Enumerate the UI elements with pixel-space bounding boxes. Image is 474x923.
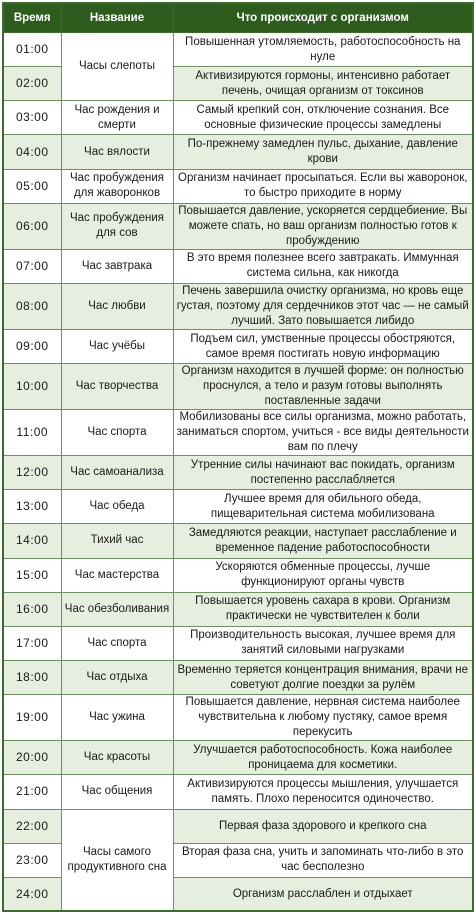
- name-cell: Час общения: [61, 775, 173, 809]
- name-cell: Часы самого продуктивного сна: [61, 809, 173, 911]
- description-cell: Повышается давление, нервная система наиболее чувствительна к любому пустяку, самое время перекусить: [173, 695, 473, 741]
- name-cell: Час ужина: [61, 695, 173, 741]
- name-cell: Час пробуждения для жаворонков: [61, 169, 173, 203]
- description-cell: Утренние силы начинают вас покидать, организм постепенно расслабляется: [173, 456, 473, 490]
- time-cell: 11:00: [3, 410, 61, 456]
- time-cell: 02:00: [3, 67, 61, 101]
- description-cell: Мобилизованы все силы организма, можно работать, заниматься спортом, учиться - все виды деятельности вам по плечу: [173, 410, 473, 456]
- table-row: [3, 490, 473, 524]
- time-cell: 13:00: [3, 490, 61, 524]
- time-cell: 03:00: [3, 101, 61, 135]
- description-cell: В это время полезнее всего завтракать. Иммунная система сильна, как никогда: [173, 249, 473, 283]
- description-cell: Активизируются процессы мышления, улучшается память. Плохо переносится одиночество.: [173, 775, 473, 809]
- name-cell: Час вялости: [61, 135, 173, 169]
- table-body: [3, 33, 473, 912]
- table-row: [3, 101, 473, 135]
- time-cell: 06:00: [3, 203, 61, 249]
- description-cell: Организм начинает просыпаться. Если вы жаворонок, то быстро приходите в норму: [173, 169, 473, 203]
- name-cell: Час любви: [61, 283, 173, 329]
- table-row: [3, 524, 473, 558]
- description-cell: Повышается давление, ускоряется сердцебиение. Вы можете спать, но ваш организм полностью готов к пробуждению: [173, 203, 473, 249]
- time-cell: 12:00: [3, 456, 61, 490]
- time-cell: 22:00: [3, 809, 61, 843]
- time-cell: 10:00: [3, 364, 61, 410]
- table-row: [3, 249, 473, 283]
- table-row: [3, 592, 473, 626]
- table-container: [2, 2, 474, 912]
- time-cell: 14:00: [3, 524, 61, 558]
- name-cell: Час красоты: [61, 741, 173, 775]
- description-cell: Замедляются реакции, наступает расслабление и временное падение работоспособности: [173, 524, 473, 558]
- time-cell: 21:00: [3, 775, 61, 809]
- time-cell: 18:00: [3, 661, 61, 695]
- description-cell: Повышенная утомляемость, работоспособность на нуле: [173, 33, 473, 67]
- name-cell: Час рождения и смерти: [61, 101, 173, 135]
- description-cell: По-прежнему замедлен пульс, дыхание, давление крови: [173, 135, 473, 169]
- time-cell: 15:00: [3, 558, 61, 592]
- table-row: [3, 135, 473, 169]
- name-cell: Часы слепоты: [61, 33, 173, 101]
- description-cell: Ускоряются обменные процессы, лучше функционируют органы чувств: [173, 558, 473, 592]
- name-cell: Тихий час: [61, 524, 173, 558]
- description-cell: Производительность высокая, лучшее время для занятий силовыми нагрузками: [173, 626, 473, 660]
- time-cell: 07:00: [3, 249, 61, 283]
- name-cell: Час творчества: [61, 364, 173, 410]
- description-cell: Временно теряется концентрация внимания, врачи не советуют долгие поездки за рулём: [173, 661, 473, 695]
- name-cell: Час завтрака: [61, 249, 173, 283]
- header-description: Что происходит с организмом: [173, 3, 473, 33]
- table-row: [3, 410, 473, 456]
- description-cell: Активизируются гормоны, интенсивно работает печень, очищая организм от токсинов: [173, 67, 473, 101]
- description-cell: Самый крепкий сон, отключение сознания. Все основные физические процессы замедлены: [173, 101, 473, 135]
- header-time: Время: [3, 3, 61, 33]
- time-cell: 04:00: [3, 135, 61, 169]
- name-cell: Час спорта: [61, 626, 173, 660]
- table-row: [3, 775, 473, 809]
- table-row: [3, 456, 473, 490]
- description-cell: Повышается уровень сахара в крови. Организм практически не чувствителен к боли: [173, 592, 473, 626]
- description-cell: Печень завершила очистку организма, но кровь еще густая, поэтому для сердечников этот час — не самый лучший. Зато повышается либидо: [173, 283, 473, 329]
- table-row: [3, 661, 473, 695]
- name-cell: Час мастерства: [61, 558, 173, 592]
- description-cell: Организм расслаблен и отдыхает: [173, 877, 473, 911]
- name-cell: Час пробуждения для сов: [61, 203, 173, 249]
- name-cell: Час учёбы: [61, 329, 173, 363]
- name-cell: Час обезболивания: [61, 592, 173, 626]
- time-cell: 19:00: [3, 695, 61, 741]
- table-row: [3, 169, 473, 203]
- time-cell: 20:00: [3, 741, 61, 775]
- description-cell: Лучшее время для обильного обеда, пищеварительная система мобилизована: [173, 490, 473, 524]
- name-cell: Час самоанализа: [61, 456, 173, 490]
- body-clock-table: [2, 2, 474, 912]
- table-row: [3, 695, 473, 741]
- name-cell: Час отдыха: [61, 661, 173, 695]
- description-cell: Организм находится в лучшей форме: он полностью проснулся, а тело и разум готовы выполнять поставленные задачи: [173, 364, 473, 410]
- table-row: [3, 809, 473, 843]
- header-name: Название: [61, 3, 173, 33]
- description-cell: Первая фаза здорового и крепкого сна: [173, 809, 473, 843]
- time-cell: 08:00: [3, 283, 61, 329]
- name-cell: Час обеда: [61, 490, 173, 524]
- time-cell: 23:00: [3, 843, 61, 877]
- table-row: [3, 203, 473, 249]
- table-row: [3, 329, 473, 363]
- time-cell: 09:00: [3, 329, 61, 363]
- table-header-row: [3, 3, 473, 33]
- time-cell: 17:00: [3, 626, 61, 660]
- description-cell: Подъем сил, умственные процессы обостряются, самое время постигать новую информацию: [173, 329, 473, 363]
- time-cell: 16:00: [3, 592, 61, 626]
- description-cell: Улучшается работоспособность. Кожа наиболее проницаема для косметики.: [173, 741, 473, 775]
- name-cell: Час спорта: [61, 410, 173, 456]
- description-cell: Вторая фаза сна, учить и запоминать что-либо в это час бесполезно: [173, 843, 473, 877]
- table-row: [3, 741, 473, 775]
- table-row: [3, 33, 473, 67]
- table-row: [3, 364, 473, 410]
- table-row: [3, 558, 473, 592]
- time-cell: 01:00: [3, 33, 61, 67]
- time-cell: 05:00: [3, 169, 61, 203]
- table-row: [3, 626, 473, 660]
- table-row: [3, 283, 473, 329]
- time-cell: 24:00: [3, 877, 61, 911]
